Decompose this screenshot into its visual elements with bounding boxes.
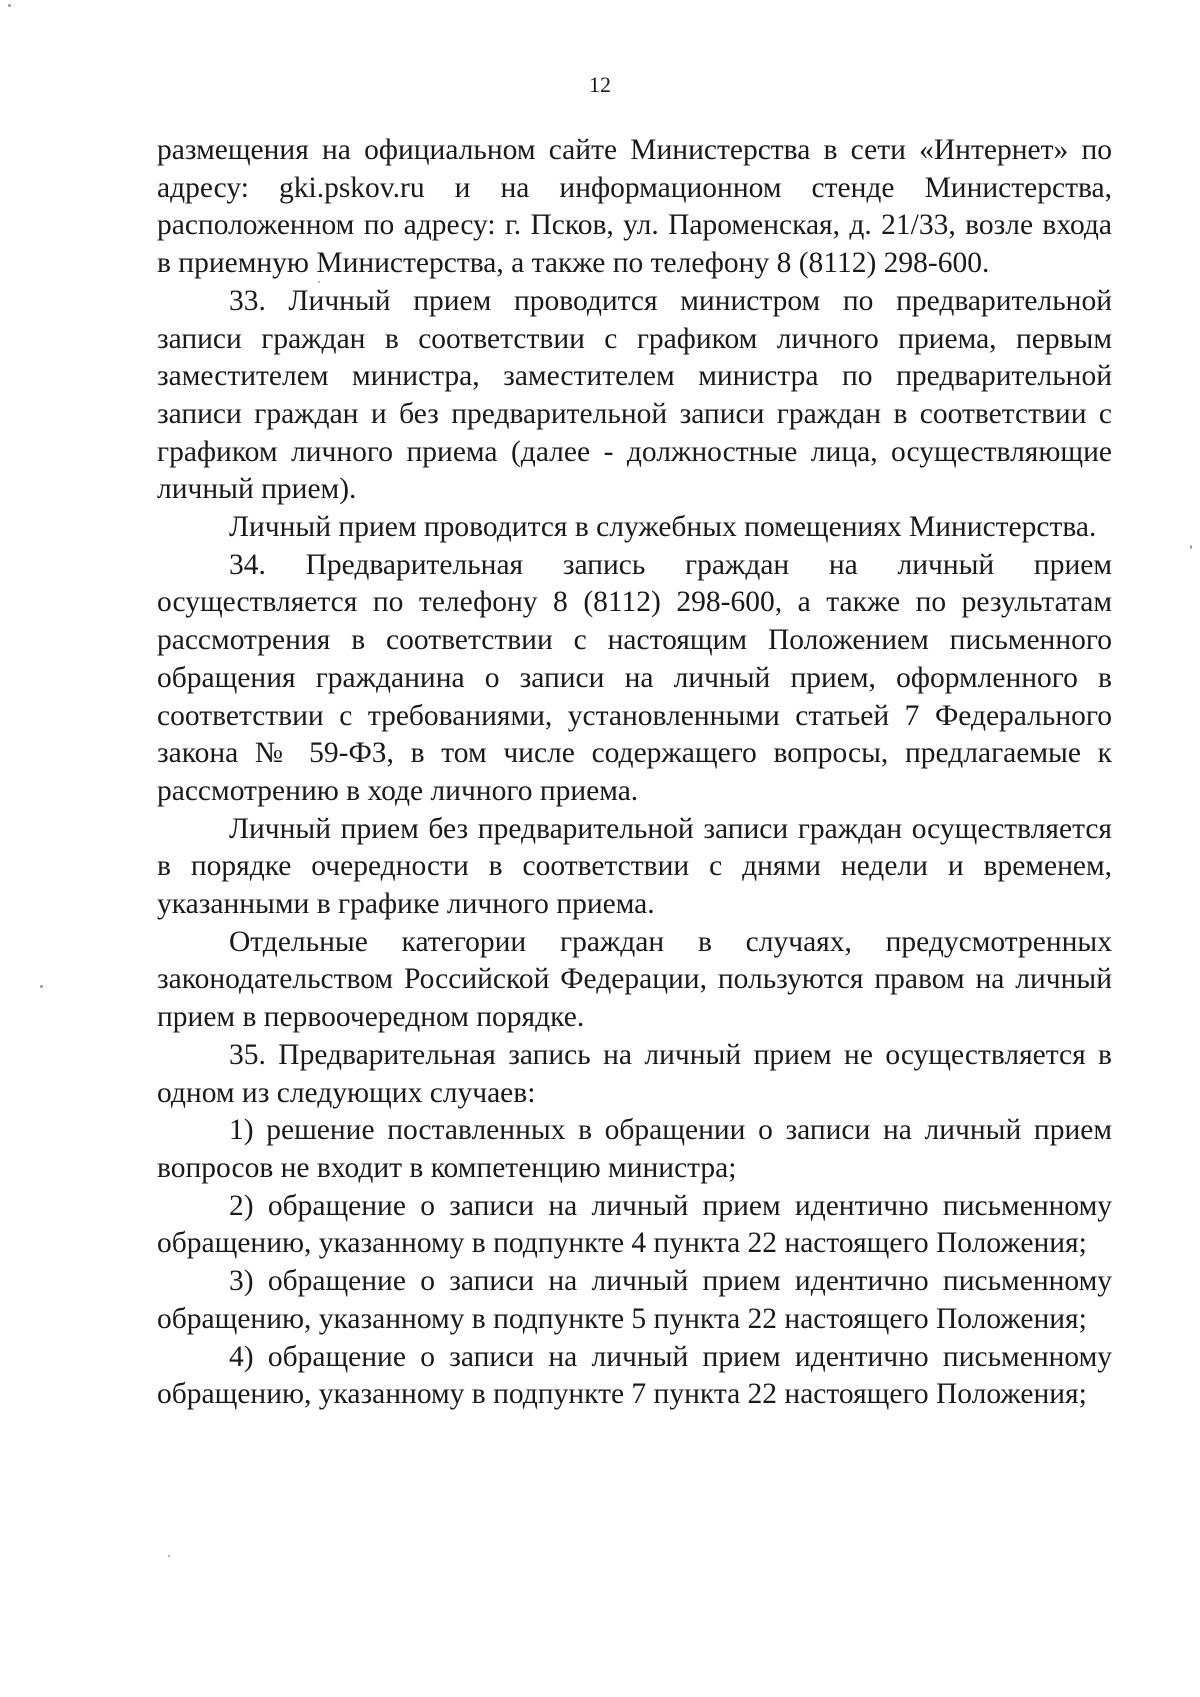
list-item-35-3: 3) обращение о записи на личный прием идентично письменному обращению, указанному в подпункте 5 пункта 22 настоящего Положения; (157, 1265, 1112, 1335)
paragraph-34-priority: Отдельные категории граждан в случаях, предусмотренных законодательством Российской Федерации, пользуются правом на личный прием в первоочередном порядке. (157, 925, 1112, 1034)
paragraph-33-place: Личный прием проводится в служебных помещениях Министерства. (229, 511, 1097, 544)
scan-speck (318, 281, 320, 283)
paragraph-continuation: размещения на официальном сайте Министерства в сети «Интернет» по адресу: gki.pskov.ru и на информационном стенде Министерства, расположенном по адресу: г. Псков, ул. Пароменская, д. 21/33, возле входа в приемную Министерства, а также по телефону 8 (8112) 298-600. (157, 134, 1112, 280)
list-item-35-2: 2) обращение о записи на личный прием идентично письменному обращению, указанному в подпункте 4 пункта 22 настоящего Положения; (157, 1189, 1112, 1260)
paragraph-34-no-record: Личный прием без предварительной записи граждан осуществляется в порядке очередности в соответствии с днями недели и временем, указанными в графике личного приема. (157, 812, 1112, 921)
list-item-35-1: 1) решение поставленных в обращении о записи на личный прием вопросов не входит в компетенцию министра; (157, 1114, 1112, 1184)
document-body (157, 132, 1112, 1414)
paragraph-35: 35. Предварительная запись на личный прием не осуществляется в одном из следующих случаев: (157, 1038, 1112, 1109)
page-number: 12 (589, 72, 611, 97)
paragraph-34: 34. Предварительная запись граждан на личный прием осуществляется по телефону 8 (8112) 298-600, а также по результатам рассмотрения в соответствии с настоящим Положением письменного обращения гражданина о записи на личный прием, оформленного в соответствии с требованиями, установленными статьей 7 Федерального закона № 59-ФЗ, в том числе содержащего вопросы, предлагаемые к рассмотрению в ходе личного приема. (157, 548, 1112, 807)
scan-speck (40, 985, 43, 988)
paragraph-33: 33. Личный прием проводится министром по предварительной записи граждан в соответствии с графиком личного приема, первым заместителем министра, заместителем министра по предварительной записи граждан и без предварительной записи граждан в соответствии с графиком личного приема (далее - должностные лица, осуществляющие личный прием). (157, 284, 1112, 506)
scan-speck (8, 4, 11, 7)
scan-speck (168, 1555, 170, 1557)
list-item-35-4: 4) обращение о записи на личный прием идентично письменному обращению, указанному в подпункте 7 пункта 22 настоящего Положения; (157, 1340, 1112, 1411)
scan-speck (1190, 545, 1192, 549)
